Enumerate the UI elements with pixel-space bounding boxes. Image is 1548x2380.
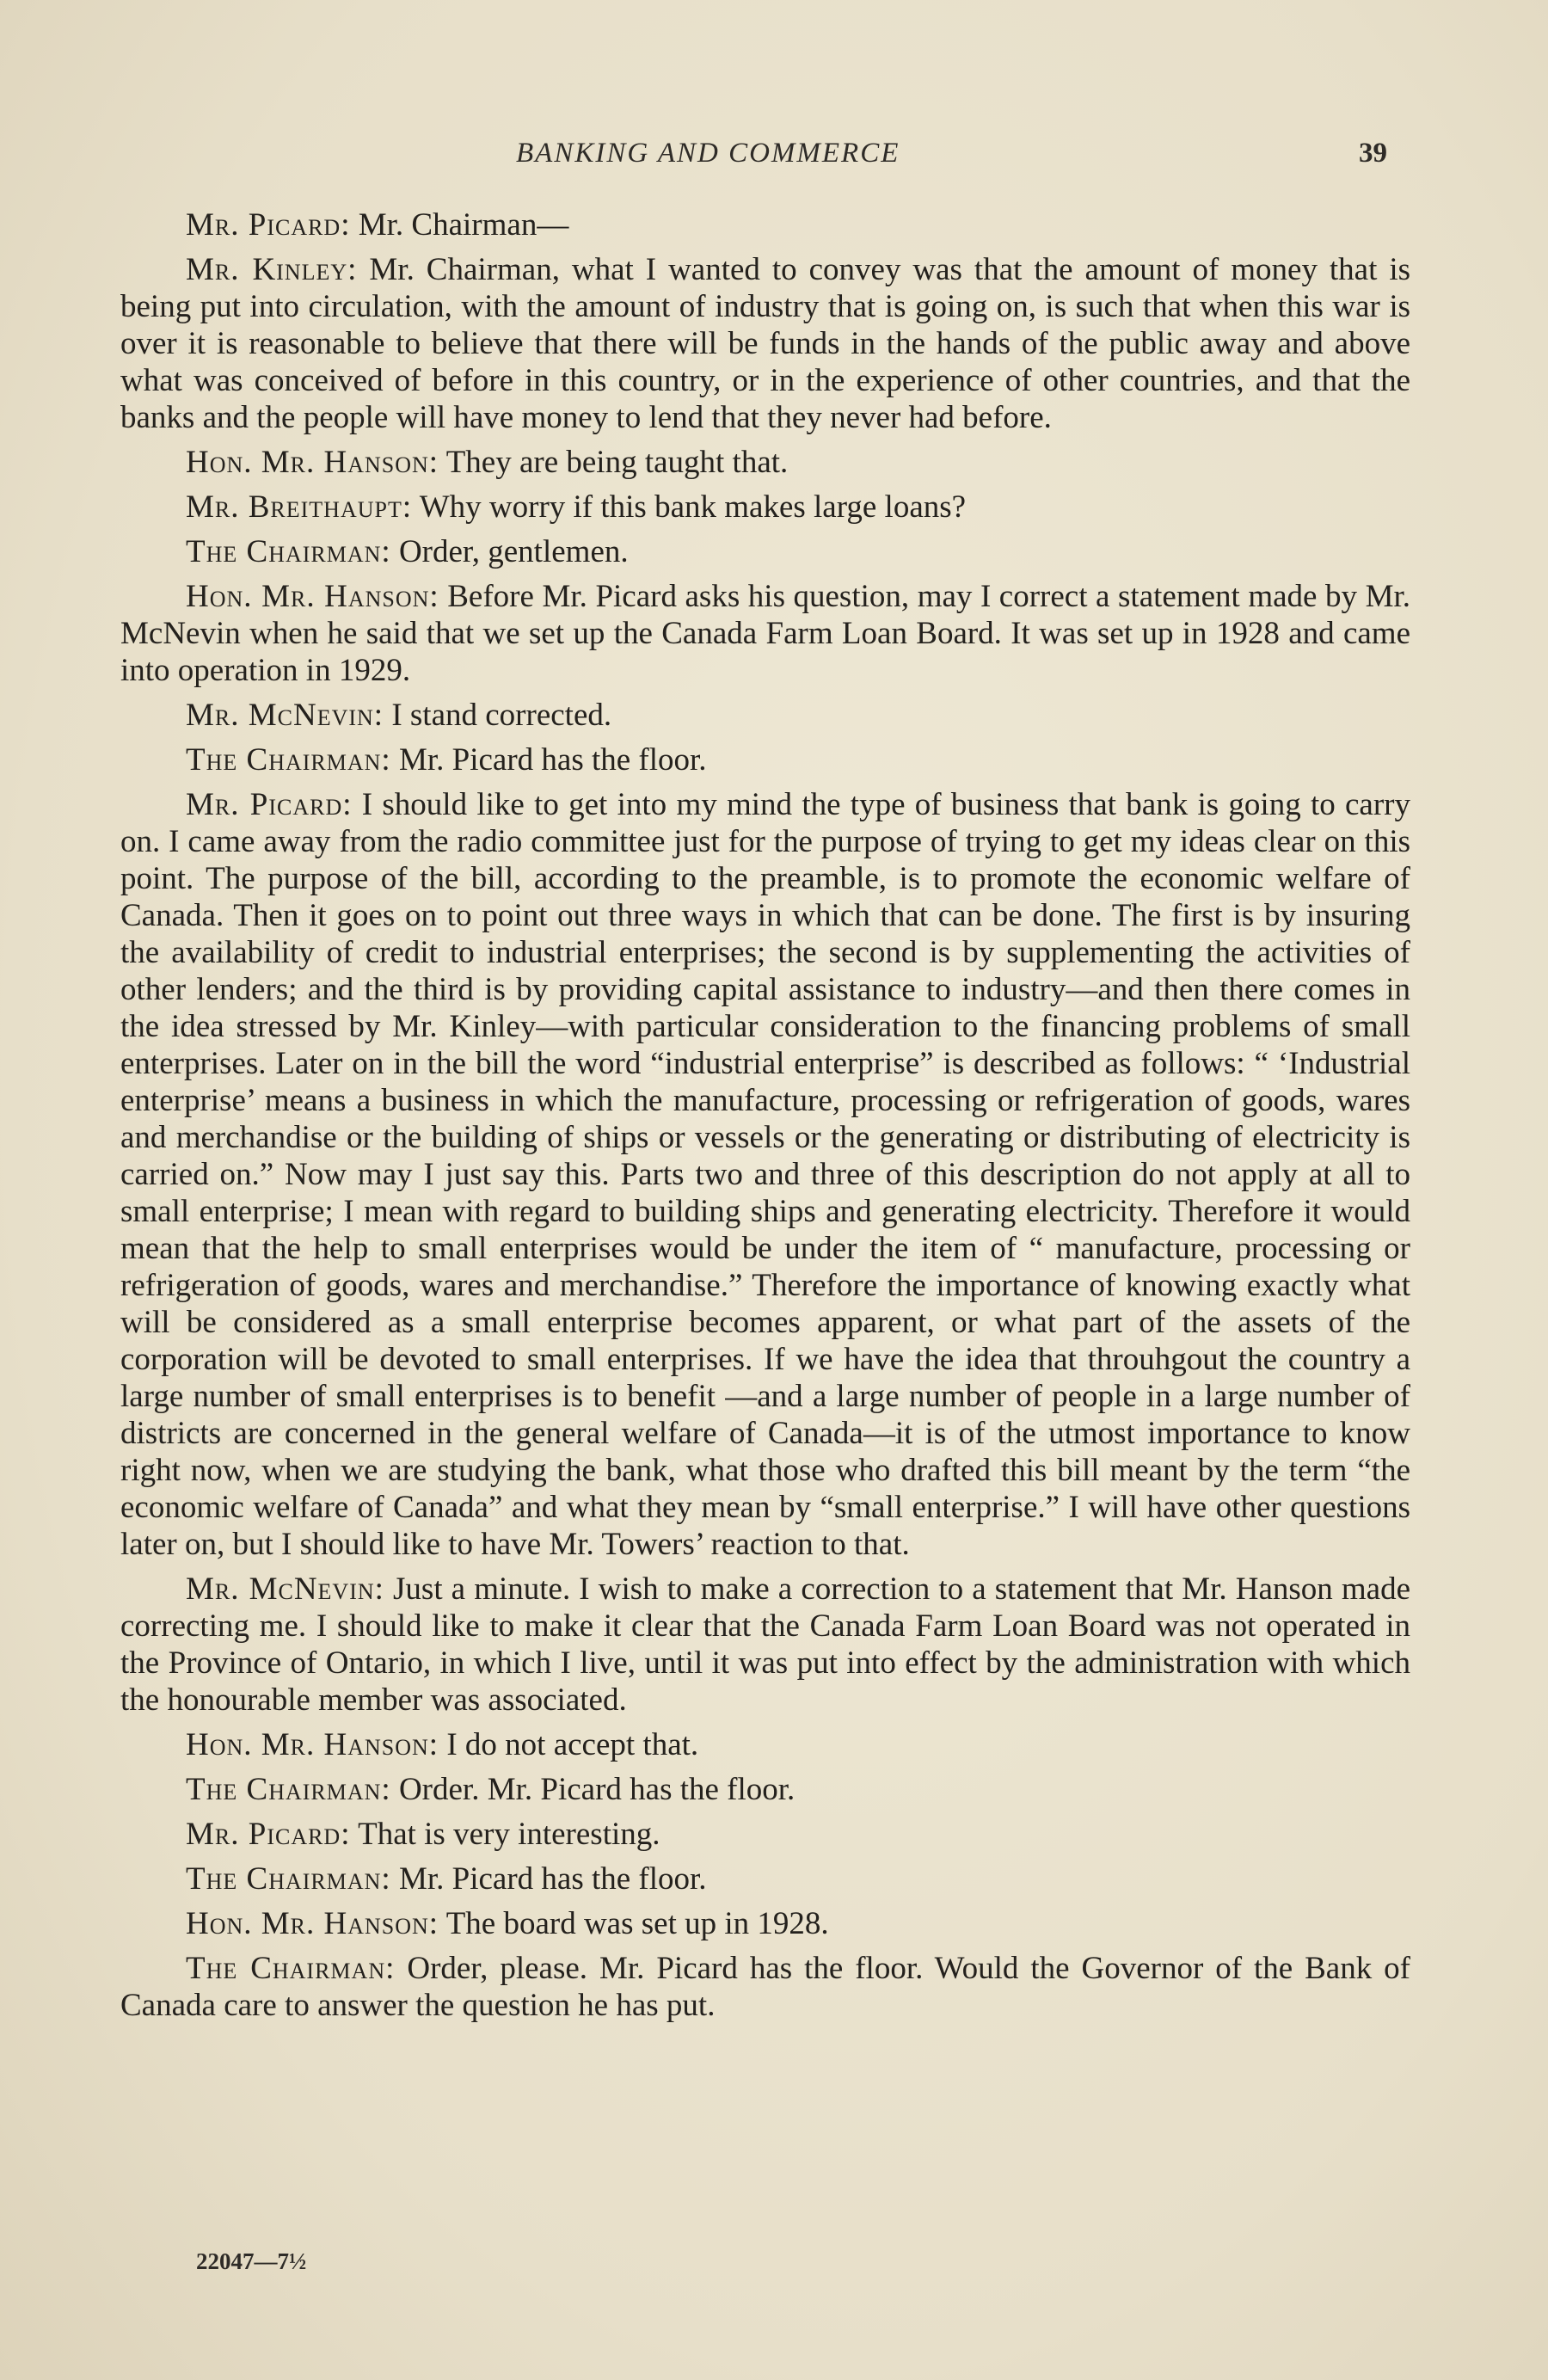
paragraph-text: Mr. Picard has the floor. [398,742,707,778]
paragraph-chairman-5 [120,1950,1410,2024]
printer-code: 22047—7½ [196,2248,307,2274]
paragraph-text: Order. Mr. Picard has the floor. [398,1772,796,1807]
paragraph-text: I do not accept that. [446,1727,699,1762]
speaker-name: Mr. Picard: [186,1817,351,1852]
speaker-name: The Chairman: [186,742,391,778]
paragraph-hanson-2 [120,578,1410,689]
speaker-name: Hon. Mr. Hanson: [186,445,439,480]
speaker-name: Hon. Mr. Hanson: [186,1906,439,1941]
speaker-name: Mr. McNevin: [186,1571,384,1607]
speaker-name: The Chairman: [186,1861,391,1897]
paragraph-picard-1 [120,206,1410,243]
paragraph-text: Mr. Picard has the floor. [398,1861,707,1897]
speaker-name: The Chairman: [186,1772,391,1807]
paragraph-kinley [120,251,1410,436]
paragraph-hanson-4 [120,1905,1410,1942]
paragraph-text: The board was set up in 1928. [445,1906,829,1941]
speaker-name: The Chairman: [186,534,391,569]
paragraph-chairman-1 [120,533,1410,570]
transcript-body [120,206,1410,2032]
paragraph-text: Just a minute. I wish to make a correction to a statement that Mr. Hanson made correcting me. I should like to make it clear that the Canada Farm Loan Board was not operated in the Province of Ontario, in which I live, until it was put into effect by the administration with which the honourable member was associated. [120,1571,1410,1718]
speaker-name: Hon. Mr. Hanson: [186,1727,439,1762]
paragraph-text: Order, gentlemen. [398,534,629,569]
speaker-name: Mr. Kinley: [186,252,358,287]
paragraph-hanson-1 [120,444,1410,481]
paragraph-text: I stand corrected. [391,698,612,733]
paragraph-mcnevin-1 [120,697,1410,734]
speaker-name: The Chairman: [186,1951,396,1986]
paragraph-text: I should like to get into my mind the type of business that bank is going to carry on. I came away from the radio committee just for the purpose of trying to get my ideas clear on this point. The purpose of the bill, according to the preamble, is to promote the economic welfare of Canada. Then it goes on to point out three ways in which that can be done. The first is by insuring the availability of credit to industrial enterprises; the second is by supplementing the activities of other lenders; and the third is by providing capital assistance to industry—and then there comes in the idea stressed by Mr. Kinley—with particular consideration to the financing problems of small enterprises. Later on in the bill the word “industrial enterprise” is described as follows: “ ‘Industrial enterprise’ means a business in which the manufacture, processing or refrigeration of goods, wares and merchandise or the building of ships or vessels or the generating or distributing of electricity is carried on.” Now may I just say this. Parts two and three of this description do not apply at all to small enterprise; I mean with regard to building ships and generating electricity. Therefore it would mean that the help to small enterprises would be under the item of “ manufacture, processing or refrigeration of goods, wares and merchandise.” Therefore the importance of knowing exactly what will be considered as a small enterprise becomes apparent, or what part of the assets of the corporation will be devoted to small enterprises. If we have the idea that throuhgout the country a large number of small enterprises is to benefit —and a large number of people in a large number of districts are concerned in the general welfare of Canada—it is of the utmost importance to know right now, when we are studying the bank, what those who drafted this bill meant by the term “the economic welfare of Canada” and what they mean by “small enterprise.” I will have other questions later on, but I should like to have Mr. Towers’ reaction to that. [120,787,1410,1562]
paragraph-chairman-3 [120,1771,1410,1808]
paragraph-text: Before Mr. Picard asks his question, may I correct a statement made by Mr. McNevin when he said that we set up the Canada Farm Loan Board. It was set up in 1928 and came into operation in 1929. [120,579,1411,688]
running-header [0,138,1548,181]
paragraph-text: Order, please. Mr. Picard has the floor. Would the Governor of the Bank of Canada care to answer the question he has put. [120,1951,1410,2023]
speaker-name: Mr. McNevin: [186,698,384,733]
paragraph-picard-2 [120,786,1410,1563]
speaker-name: Mr. Breithaupt: [186,489,413,525]
paragraph-text: They are being taught that. [445,445,789,480]
running-title: BANKING AND COMMERCE [516,138,900,169]
paragraph-hanson-3 [120,1726,1410,1763]
paragraph-mcnevin-2 [120,1571,1410,1719]
paragraph-text: Why worry if this bank makes large loans? [419,489,967,525]
speaker-name: Mr. Picard: [186,787,353,822]
paragraph-breithaupt [120,489,1410,526]
paragraph-text: Mr. Chairman, what I wanted to convey was that the amount of money that is being put into circulation, with the amount of industry that is going on, is such that when this war is over it is reasonable to believe that there will be funds in the hands of the public away and above what was conceived of before in this country, or in the experience of other countries, and that the banks and the people will have money to lend that they never had before. [120,252,1411,435]
paragraph-chairman-4 [120,1860,1410,1897]
speaker-name: Mr. Picard: [186,207,351,243]
speaker-name: Hon. Mr. Hanson: [186,579,439,614]
paragraph-text: That is very interesting. [358,1817,660,1852]
paragraph-text: Mr. Chairman— [358,207,569,243]
paragraph-chairman-2 [120,741,1410,778]
page-number: 39 [1359,138,1387,169]
paragraph-picard-3 [120,1816,1410,1853]
